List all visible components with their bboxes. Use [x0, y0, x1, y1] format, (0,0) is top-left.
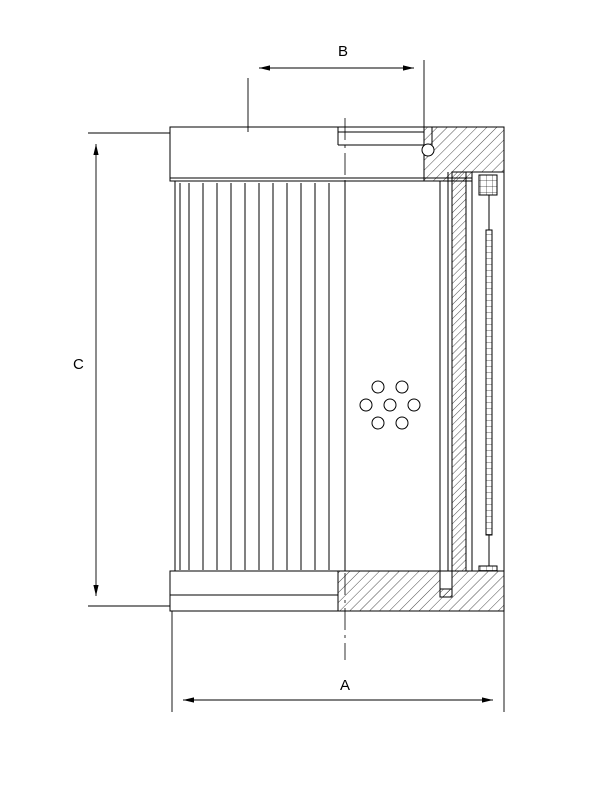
bottom-end-cap: [170, 571, 504, 611]
dimension-B: [248, 60, 424, 132]
pleated-filter-media: [175, 181, 345, 571]
support-tube-wall: [448, 172, 472, 576]
dimension-label-b: B: [335, 44, 351, 60]
bypass-mesh-column: [472, 172, 504, 578]
dimension-label-a: A: [337, 678, 353, 694]
dimension-C: [88, 133, 170, 606]
filter-core-body: [345, 181, 440, 571]
dimension-label-c: C: [70, 357, 87, 373]
dimension-A: [172, 611, 504, 712]
